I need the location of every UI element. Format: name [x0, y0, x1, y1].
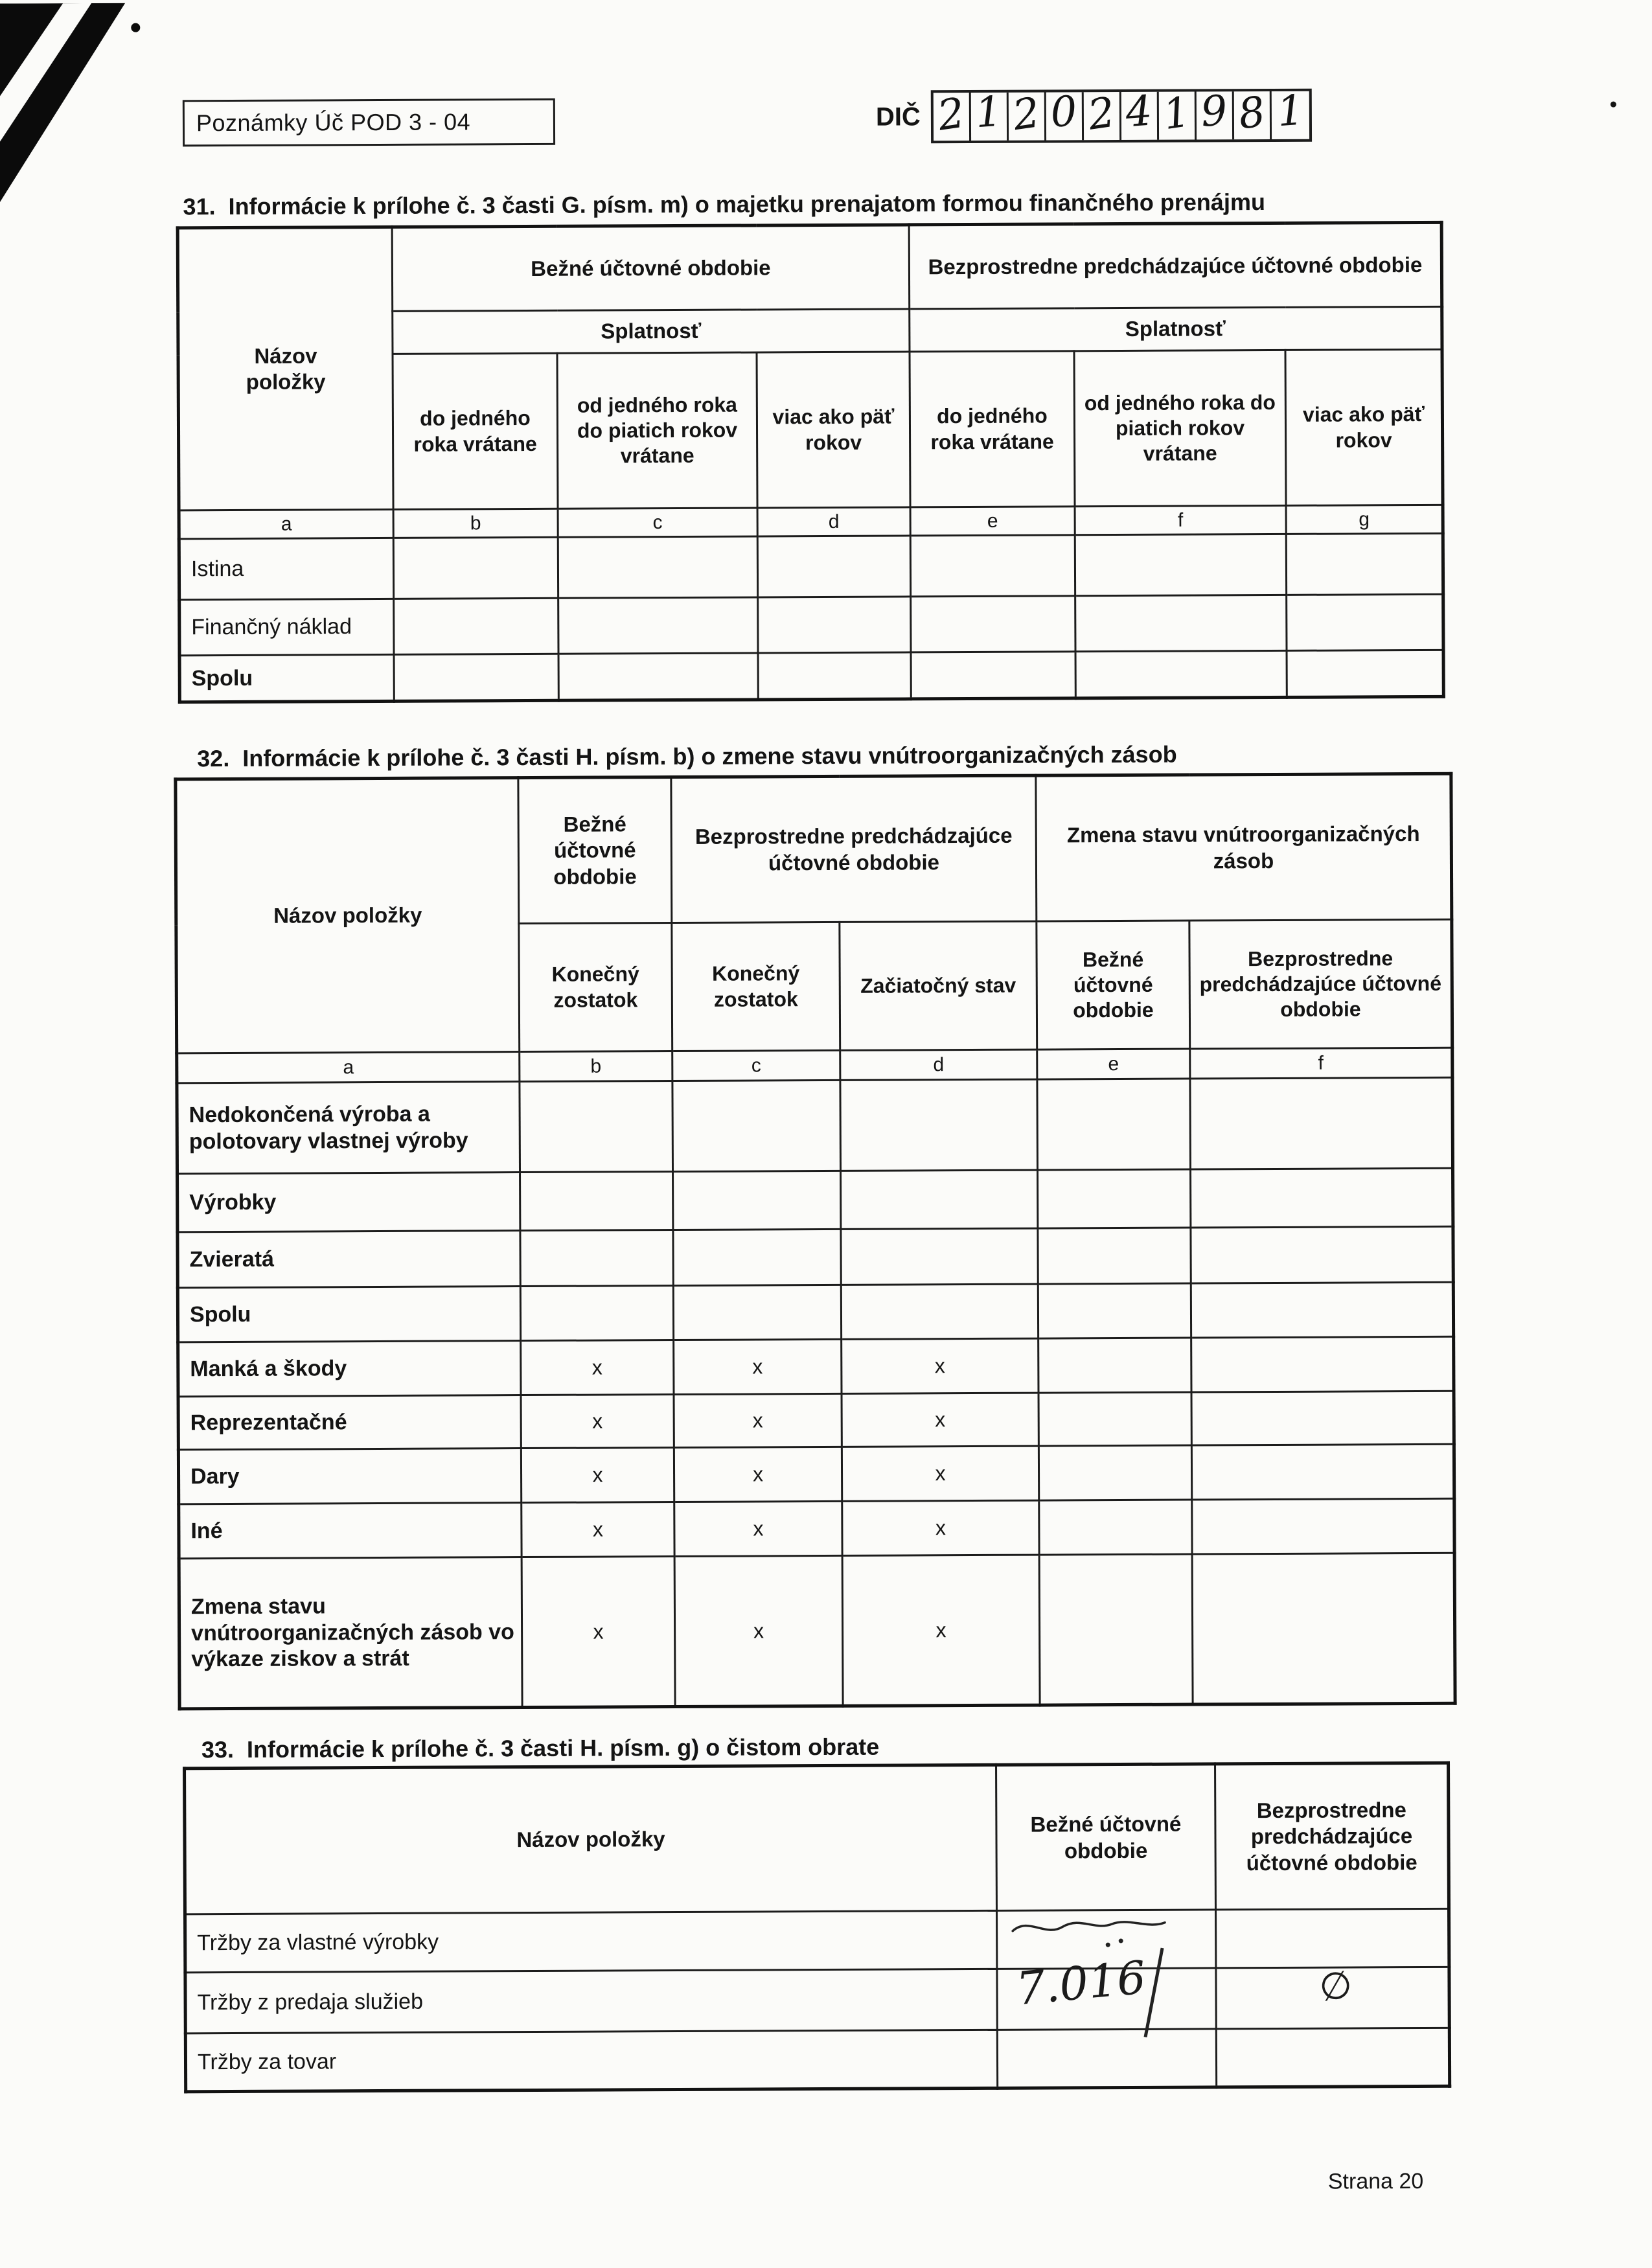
empty-cell: [1191, 1444, 1454, 1500]
empty-cell: [840, 1079, 1038, 1171]
splatnost-header: Splatnosť: [910, 306, 1442, 352]
row-label: Tržby za tovar: [185, 2030, 997, 2091]
x-mark-cell: x: [842, 1446, 1038, 1501]
section-33-title: [201, 1734, 879, 1764]
empty-cell: [520, 1081, 673, 1173]
handwritten-digit: 1: [1160, 88, 1193, 140]
row-label: Dary: [178, 1449, 521, 1504]
form-id-box: [183, 98, 555, 147]
table-row-manka-a-skody: [178, 1336, 1454, 1397]
empty-cell: [673, 1285, 841, 1340]
dic-digit-cell: [1084, 88, 1121, 140]
table-32-internal-inventory: [174, 772, 1456, 1711]
col-letter: g: [1286, 505, 1443, 534]
row-label: Výrobky: [178, 1173, 520, 1232]
empty-cell: [520, 1286, 673, 1341]
empty-cell: [1039, 1554, 1193, 1705]
row-label: Istina: [179, 538, 393, 599]
col-letter: e: [910, 507, 1075, 536]
section-33-text: Informácie k prílohe č. 3 časti H. písm. g) o čistom obrate: [246, 1733, 880, 1763]
empty-cell: [1191, 1391, 1454, 1445]
row-label: Tržby z predaja služieb: [185, 1969, 997, 2033]
empty-cell: [758, 652, 911, 700]
empty-cell: [672, 1080, 841, 1171]
row-label: Spolu: [179, 654, 394, 702]
empty-cell: [520, 1230, 673, 1287]
col-header-bezne-obdobie: Bežné účtovné obdobie: [996, 1764, 1216, 1910]
empty-cell: [520, 1172, 673, 1231]
col-header-f: od jedného roka do piatich rokov vrátane: [1074, 350, 1286, 506]
empty-cell: [841, 1170, 1038, 1229]
col-header-c: od jedného roka do piatich rokov vrátane: [557, 352, 757, 509]
x-mark-cell: x: [842, 1500, 1039, 1555]
empty-cell: [394, 598, 558, 654]
dic-digit-cell: [1009, 89, 1046, 141]
empty-cell: [911, 652, 1075, 699]
col-header-d: viac ako päť rokov: [757, 352, 910, 508]
table-row-spolu: [179, 650, 1443, 702]
table-31-finance-lease: [176, 221, 1445, 704]
empty-cell: [1075, 595, 1287, 651]
empty-cell: [841, 1228, 1038, 1285]
col-letter: c: [558, 508, 757, 537]
col-header-c: Konečný zostatok: [672, 922, 840, 1051]
col-header-b: do jedného roka vrátane: [393, 353, 558, 509]
empty-cell: [1038, 1338, 1191, 1393]
empty-cell: [558, 536, 757, 598]
table-row-spolu: [178, 1282, 1453, 1342]
empty-cell: [1075, 650, 1287, 698]
col-group-predchadzajuce-obdobie: Bezprostredne predchádzajúce účtovné obdobie: [671, 775, 1037, 922]
x-mark-cell: x: [521, 1448, 674, 1503]
dic-digit-cell: [934, 89, 971, 141]
section-31-title: [183, 189, 1265, 220]
splatnost-header: Splatnosť: [393, 309, 910, 354]
dic-digit-cell: [1046, 87, 1084, 140]
handwritten-digit: 0: [1049, 87, 1079, 137]
x-mark-cell: x: [674, 1501, 842, 1556]
empty-cell: [558, 597, 758, 654]
col-letter: f: [1190, 1048, 1452, 1079]
section-32-title: [197, 741, 1177, 773]
x-mark-cell: x: [674, 1393, 842, 1447]
x-mark-cell: x: [522, 1502, 674, 1557]
x-mark-cell: x: [521, 1395, 674, 1449]
x-mark-cell: x: [842, 1555, 1040, 1706]
x-mark-cell: x: [842, 1393, 1038, 1447]
empty-cell: [1191, 1282, 1453, 1338]
empty-cell: [841, 1284, 1038, 1339]
col-group-bezne-obdobie: Bežné účtovné obdobie: [392, 225, 910, 311]
col-header-b: Konečný zostatok: [519, 923, 672, 1052]
row-label: Finančný náklad: [179, 599, 394, 655]
handwritten-digit: 1: [1275, 86, 1305, 137]
handwritten-empty-previous-period: ∅: [1316, 1961, 1356, 2011]
handwritten-digit: 2: [1084, 88, 1118, 140]
empty-cell: [911, 596, 1075, 652]
table-row-reprezentacne: [178, 1391, 1454, 1450]
table-row-zmena-stavu: [179, 1553, 1455, 1709]
dic-digit-cell: [1197, 86, 1234, 139]
col-header-e: Bežné účtovné obdobie: [1037, 921, 1190, 1049]
row-label: Zvieratá: [178, 1231, 520, 1288]
table-row-trzby-tovar: [185, 2028, 1449, 2092]
row-label: Zmena stavu vnútroorganizačných zásob vo výkaze ziskov a strát: [179, 1557, 522, 1709]
empty-cell: [1190, 1077, 1453, 1169]
dic-digit-cell: [1234, 87, 1272, 139]
empty-cell: [1215, 1908, 1449, 1968]
dic-digit-cell: [1159, 88, 1197, 140]
header-row: [185, 1763, 1449, 1914]
table-row-zvierata: [178, 1226, 1453, 1288]
empty-cell: [997, 2029, 1216, 2088]
table-row-istina: [179, 533, 1443, 600]
empty-cell: [1038, 1228, 1191, 1284]
empty-cell: [1192, 1553, 1455, 1704]
col-letter: d: [757, 507, 910, 536]
section-33-number: 33.: [201, 1735, 235, 1763]
x-mark-cell: x: [674, 1447, 842, 1502]
dic-label: DIČ: [875, 102, 921, 132]
empty-cell: [1192, 1498, 1454, 1554]
empty-cell: [1191, 1226, 1453, 1283]
col-header-nazov-polozky: Názov položky: [185, 1765, 997, 1914]
handwritten-digit: 4: [1124, 87, 1154, 137]
section-31-text: Informácie k prílohe č. 3 časti G. písm. m) o majetku prenajatom formou finančného prenájmu: [228, 189, 1265, 220]
scan-corner-artifact: [0, 3, 152, 218]
table-row-trzby-vyrobky: [185, 1908, 1449, 1973]
header-row-groups: [178, 222, 1442, 312]
col-group-predchadzajuce-obdobie: Bezprostredne predchádzajúce účtovné obdobie: [909, 222, 1442, 309]
empty-cell: [1038, 1392, 1191, 1446]
empty-cell: [1038, 1445, 1191, 1500]
row-label: Iné: [179, 1503, 522, 1559]
header-row-groups: [176, 773, 1452, 925]
col-header-f: Bezprostredne predchádzajúce účtovné obdobie: [1189, 919, 1452, 1049]
empty-cell: [1287, 594, 1443, 650]
handwritten-digit: 2: [934, 89, 968, 141]
table-row-nedokoncena-vyroba: [177, 1077, 1453, 1174]
col-letter: e: [1037, 1049, 1190, 1079]
empty-cell: [1039, 1500, 1192, 1555]
x-mark-cell: x: [674, 1555, 843, 1706]
table-row-vyrobky: [178, 1168, 1453, 1232]
empty-cell: [558, 653, 758, 700]
row-label: Spolu: [178, 1287, 520, 1342]
col-header-e: do jedného roka vrátane: [910, 351, 1075, 507]
col-group-bezne-obdobie: Bežné účtovné obdobie: [518, 777, 672, 924]
table-row-ine: [179, 1498, 1454, 1559]
dic-field: [875, 86, 1312, 144]
empty-cell: [1191, 1336, 1454, 1392]
empty-cell: [1287, 650, 1443, 697]
dic-digit-boxes: [931, 86, 1312, 144]
scan-speck: [1611, 102, 1616, 108]
row-label: Nedokončená výroba a polotovary vlastnej výroby: [177, 1082, 520, 1174]
col-letter: f: [1075, 505, 1286, 534]
handwritten-digit: 2: [1009, 89, 1043, 141]
col-letter: c: [672, 1050, 840, 1081]
col-header-d: Začiatočný stav: [840, 921, 1037, 1050]
section-32-text: Informácie k prílohe č. 3 časti H. písm. b) o zmene stavu vnútroorganizačných zásob: [242, 740, 1177, 772]
empty-cell: [758, 597, 911, 653]
handwritten-squiggle-mark: [1009, 1908, 1171, 1954]
handwritten-digit: 9: [1199, 86, 1230, 137]
form-id-label: Poznámky Úč POD 3 - 04: [196, 108, 471, 137]
x-mark-cell: x: [674, 1339, 842, 1394]
col-letter: a: [179, 509, 393, 538]
col-letter: b: [520, 1051, 672, 1082]
empty-cell: [394, 654, 558, 701]
empty-cell: [1286, 533, 1443, 595]
col-letter: b: [393, 509, 558, 538]
empty-cell: [757, 536, 910, 597]
empty-cell: [1037, 1079, 1191, 1170]
x-mark-cell: x: [842, 1338, 1038, 1393]
dic-digit-cell: [1121, 87, 1159, 140]
row-label: Manká a škody: [178, 1341, 521, 1397]
handwritten-amount-current-period: 7.016: [1014, 1951, 1149, 2016]
table-row-financny-naklad: [179, 594, 1443, 656]
empty-cell: [1038, 1283, 1191, 1338]
col-header-predchadzajuce-obdobie: Bezprostredne predchádzajúce účtovné obdobie: [1215, 1763, 1449, 1910]
table-row-trzby-sluzby: [185, 1967, 1449, 2033]
row-label: Reprezentačné: [178, 1395, 521, 1450]
empty-cell: [673, 1171, 841, 1230]
section-32-number: 32.: [197, 745, 230, 772]
row-label: Tržby za vlastné výrobky: [185, 1910, 997, 1972]
page-number: Strana 20: [1327, 2168, 1424, 2194]
empty-cell: [1075, 534, 1286, 595]
empty-cell: [673, 1229, 841, 1285]
col-header-nazov-polozky: Názov položky: [176, 778, 520, 1053]
empty-cell: [393, 537, 558, 599]
table-33-net-turnover: [183, 1761, 1451, 2094]
empty-cell: [1191, 1168, 1453, 1228]
table-row-dary: [178, 1444, 1454, 1504]
empty-cell: [910, 535, 1075, 597]
empty-cell: [1216, 2028, 1449, 2087]
x-mark-cell: x: [521, 1340, 674, 1395]
col-letter: a: [177, 1052, 520, 1083]
x-mark-cell: x: [522, 1557, 675, 1708]
handwritten-digit: 1: [974, 87, 1004, 138]
col-group-zmena-stavu: Zmena stavu vnútroorganizačných zásob: [1036, 773, 1452, 921]
empty-cell: [1038, 1169, 1191, 1228]
handwritten-digit: 8: [1235, 87, 1268, 139]
dic-digit-cell: [971, 87, 1009, 141]
section-31-number: 31.: [183, 193, 216, 220]
dic-digit-cell: [1272, 86, 1309, 139]
col-header-g: viac ako päť rokov: [1285, 349, 1443, 505]
col-header-nazov-polozky: Názov položky: [178, 227, 393, 510]
col-letter: d: [840, 1049, 1037, 1080]
